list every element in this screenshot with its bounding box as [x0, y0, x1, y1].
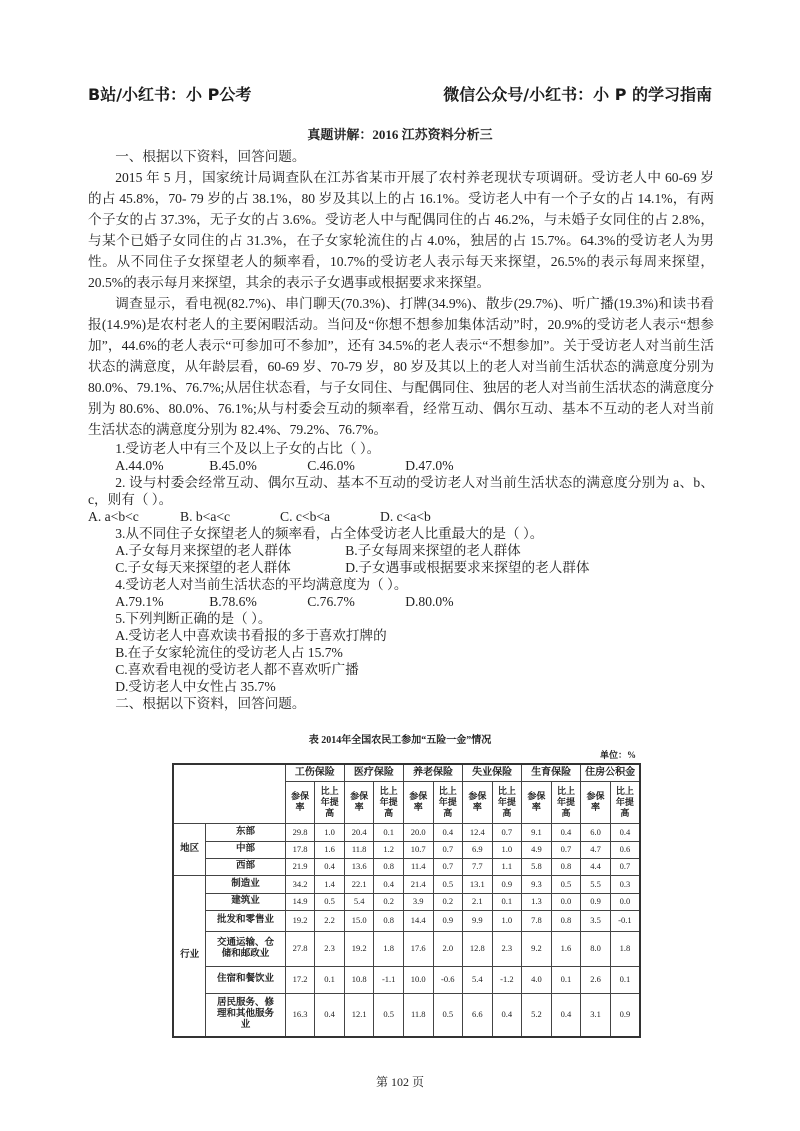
value-cell: 21.4 [403, 875, 433, 893]
value-cell: 20.0 [403, 823, 433, 841]
value-cell: -1.1 [374, 966, 404, 993]
option-a: A.受访老人中喜欢读书看报的多于喜欢打牌的 [115, 628, 387, 643]
value-cell: 0.4 [315, 858, 345, 875]
document-body [88, 146, 714, 712]
value-cell: 10.8 [344, 966, 374, 993]
value-cell: -0.1 [610, 910, 640, 931]
option-b: B.子女每周来探望的老人群体 [345, 543, 521, 558]
table-row [173, 966, 640, 993]
value-cell: 1.1 [492, 858, 522, 875]
value-cell: 0.9 [610, 993, 640, 1037]
question-1: 1.受访老人中有三个及以上子女的占比（ ）。 [115, 441, 381, 456]
value-cell: 14.4 [403, 910, 433, 931]
value-cell: 2.3 [492, 931, 522, 966]
value-cell: 0.7 [492, 823, 522, 841]
table-row [173, 931, 640, 966]
value-cell: 22.1 [344, 875, 374, 893]
value-cell: 1.0 [492, 910, 522, 931]
value-cell: 2.0 [433, 931, 463, 966]
value-cell: 1.8 [374, 931, 404, 966]
value-cell: -1.2 [492, 966, 522, 993]
value-cell: 0.3 [610, 875, 640, 893]
option-a: A.79.1% [115, 594, 164, 609]
value-cell: 11.4 [403, 858, 433, 875]
value-cell: 1.8 [610, 931, 640, 966]
group-header: 失业保险 [463, 764, 522, 781]
question-3: 3.从不同住子女探望老人的频率看，占全体受访老人比重最大的是（ ）。 [115, 526, 544, 541]
subheader: 参保率 [581, 781, 611, 823]
question-2: 2. 设与村委会经常互动、偶尔互动、基本不互动的受访老人对当前生活状态的满意度分别为 a、b、c，则有（ ）。 [88, 475, 714, 507]
value-cell: 1.4 [315, 875, 345, 893]
value-cell: 6.9 [463, 841, 493, 858]
value-cell: 0.6 [610, 841, 640, 858]
header-left: B站/小红书：小 P公考 [88, 85, 252, 104]
option-d: D.受访老人中女性占 35.7% [115, 679, 276, 694]
value-cell: 5.4 [463, 966, 493, 993]
row-label: 中部 [206, 841, 286, 858]
value-cell: 19.2 [285, 910, 315, 931]
value-cell: 6.0 [581, 823, 611, 841]
value-cell: 5.8 [522, 858, 552, 875]
section2-heading: 二、根据以下资料，回答问题。 [115, 696, 306, 711]
table-row [173, 993, 640, 1037]
value-cell: 1.3 [522, 893, 552, 910]
value-cell: 0.2 [433, 893, 463, 910]
option-c: C.喜欢看电视的受访老人都不喜欢听广播 [115, 662, 359, 677]
value-cell: 1.2 [374, 841, 404, 858]
value-cell: 0.0 [610, 893, 640, 910]
value-cell: 9.9 [463, 910, 493, 931]
row-label: 制造业 [206, 875, 286, 893]
value-cell: 13.6 [344, 858, 374, 875]
value-cell: 9.3 [522, 875, 552, 893]
value-cell: 0.5 [551, 875, 581, 893]
corner-cell [173, 764, 285, 823]
value-cell: 0.8 [374, 858, 404, 875]
section1-heading: 一、根据以下资料，回答问题。 [115, 149, 306, 164]
option-d: D.47.0% [405, 458, 454, 473]
value-cell: 0.9 [492, 875, 522, 893]
value-cell: 10.0 [403, 966, 433, 993]
value-cell: 4.7 [581, 841, 611, 858]
value-cell: 4.0 [522, 966, 552, 993]
group-header: 住房公积金 [581, 764, 640, 781]
value-cell: 3.5 [581, 910, 611, 931]
option-a: A. a<b<c [88, 509, 139, 524]
value-cell: 4.9 [522, 841, 552, 858]
value-cell: 0.8 [551, 858, 581, 875]
value-cell: 14.9 [285, 893, 315, 910]
header-row [173, 764, 640, 781]
option-c: C. c<b<a [280, 509, 331, 524]
value-cell: 0.4 [315, 993, 345, 1037]
group-header: 养老保险 [403, 764, 462, 781]
value-cell: 0.2 [374, 893, 404, 910]
subheader: 比上年提高 [610, 781, 640, 823]
value-cell: 2.2 [315, 910, 345, 931]
value-cell: 12.1 [344, 993, 374, 1037]
question-4-options [88, 593, 714, 610]
value-cell: 27.8 [285, 931, 315, 966]
value-cell: 3.1 [581, 993, 611, 1037]
value-cell: 19.2 [344, 931, 374, 966]
value-cell: 0.1 [551, 966, 581, 993]
group-header: 生育保险 [522, 764, 581, 781]
subheader: 参保率 [463, 781, 493, 823]
value-cell: 17.2 [285, 966, 315, 993]
section-label: 地区 [173, 823, 206, 875]
question-4: 4.受访老人对当前生活状态的平均满意度为（ ）。 [115, 577, 408, 592]
table-row [173, 875, 640, 893]
header-right: 微信公众号/小红书：小 P 的学习指南 [443, 85, 712, 104]
value-cell: -0.6 [433, 966, 463, 993]
value-cell: 17.6 [403, 931, 433, 966]
value-cell: 12.8 [463, 931, 493, 966]
option-b: B.45.0% [209, 458, 257, 473]
subheader: 比上年提高 [492, 781, 522, 823]
value-cell: 20.4 [344, 823, 374, 841]
value-cell: 4.4 [581, 858, 611, 875]
value-cell: 0.4 [551, 993, 581, 1037]
value-cell: 1.0 [492, 841, 522, 858]
option-b: B.在子女家轮流住的受访老人占 15.7% [115, 645, 343, 660]
value-cell: 0.7 [610, 858, 640, 875]
value-cell: 34.2 [285, 875, 315, 893]
value-cell: 0.9 [581, 893, 611, 910]
value-cell: 0.5 [433, 993, 463, 1037]
value-cell: 0.9 [433, 910, 463, 931]
option-d: D.子女遇事或根据要求来探望的老人群体 [345, 560, 590, 575]
page-number: 第 102 页 [375, 1075, 424, 1089]
paragraph-1: 2015 年 5 月，国家统计局调查队在江苏省某市开展了农村养老现状专项调研。受访老人中 60-69 岁的占 45.8%，70- 79 岁的占 38.1%，80 岁及其以上的占 16.1%。受访老人中有一个子女的占 14.1%，有两个子女的占 37.3%，无子女的占 3.6%。受访老人中与配偶同住的占 46.2%，与未婚子女同住的占 2.8%，与某个已婚子女同住的占 31.3%，在子女家轮流住的占 4.0%，独居的占 15.7%。64.3%的受访老人为男性。从不同住子女探望老人的频率看，10.7%的受访老人表示每天来探望，26.5%的表示每周来探望，20.5%的表示每月来探望，其余的表示子女遇事或根据要求来探望。 [88, 170, 714, 290]
value-cell: 17.8 [285, 841, 315, 858]
table-row [173, 858, 640, 875]
value-cell: 15.0 [344, 910, 374, 931]
value-cell: 0.7 [433, 841, 463, 858]
value-cell: 11.8 [344, 841, 374, 858]
value-cell: 0.1 [315, 966, 345, 993]
value-cell: 9.1 [522, 823, 552, 841]
option-d: D.80.0% [405, 594, 454, 609]
value-cell: 2.1 [463, 893, 493, 910]
value-cell: 2.3 [315, 931, 345, 966]
group-header: 医疗保险 [344, 764, 403, 781]
option-c: C.46.0% [307, 458, 355, 473]
value-cell: 6.6 [463, 993, 493, 1037]
value-cell: 0.1 [610, 966, 640, 993]
value-cell: 0.5 [374, 993, 404, 1037]
value-cell: 0.4 [374, 875, 404, 893]
table-row [173, 823, 640, 841]
value-cell: 12.4 [463, 823, 493, 841]
page-title: 真题讲解：2016 江苏资料分析三 [307, 127, 493, 142]
value-cell: 8.0 [581, 931, 611, 966]
value-cell: 10.7 [403, 841, 433, 858]
value-cell: 2.6 [581, 966, 611, 993]
question-5: 5.下列判断正确的是（ ）。 [115, 611, 272, 626]
value-cell: 0.1 [492, 893, 522, 910]
option-b: B.78.6% [209, 594, 257, 609]
paragraph-2: 调查显示，看电视(82.7%)、串门聊天(70.3%)、打牌(34.9%)、散步(29.7%)、听广播(19.3%)和读书看报(14.9%)是农村老人的主要闲暇活动。当问及“你想不想参加集体活动”时，20.9%的受访老人表示“想参加”，44.6%的老人表示“可参加可不参加”，还有 34.5%的老人表示“不想参加”。关于受访老人对当前生活状态的满意度，从年龄层看，60-69 岁、70-79 岁，80 岁及其以上的老人对当前生活状态的满意度分别为 80.0%、79.1%、76.7%;从居住状态看，与子女同住、与配偶同住、独居的老人对当前生活状态的满意度分别为 80.6%、80.0%、76.1%;从与村委会互动的频率看，经常互动、偶尔互动、基本不互动的老人对当前生活状态的满意度分别为 82.4%、79.2%、76.7%。 [88, 296, 714, 437]
value-cell: 13.1 [463, 875, 493, 893]
value-cell: 0.4 [433, 823, 463, 841]
table-caption: 表 2014年全国农民工参加“五险一金”情况 [308, 735, 492, 746]
table-unit: 单位：% [600, 750, 637, 760]
value-cell: 5.4 [344, 893, 374, 910]
subheader: 比上年提高 [374, 781, 404, 823]
value-cell: 0.7 [551, 841, 581, 858]
value-cell: 29.8 [285, 823, 315, 841]
table-row [173, 893, 640, 910]
value-cell: 0.7 [433, 858, 463, 875]
option-b: B. b<a<c [180, 509, 231, 524]
value-cell: 9.2 [522, 931, 552, 966]
option-c: C.子女每天来探望的老人群体 [115, 560, 291, 575]
value-cell: 0.8 [551, 910, 581, 931]
subheader: 参保率 [285, 781, 315, 823]
value-cell: 0.5 [315, 893, 345, 910]
value-cell: 0.1 [374, 823, 404, 841]
row-label: 住宿和餐饮业 [206, 966, 286, 993]
option-a: A.子女每月来探望的老人群体 [115, 543, 292, 558]
option-a: A.44.0% [115, 458, 164, 473]
row-label: 建筑业 [206, 893, 286, 910]
row-label: 批发和零售业 [206, 910, 286, 931]
value-cell: 1.6 [315, 841, 345, 858]
question-3-options-cd [88, 559, 714, 576]
table-row [173, 910, 640, 931]
value-cell: 3.9 [403, 893, 433, 910]
value-cell: 11.8 [403, 993, 433, 1037]
value-cell: 0.8 [374, 910, 404, 931]
question-2-options [88, 508, 714, 525]
group-header: 工伤保险 [285, 764, 344, 781]
subheader: 参保率 [522, 781, 552, 823]
value-cell: 7.8 [522, 910, 552, 931]
subheader: 比上年提高 [551, 781, 581, 823]
section-label: 行业 [173, 875, 206, 1037]
value-cell: 5.2 [522, 993, 552, 1037]
value-cell: 0.4 [492, 993, 522, 1037]
option-d: D. c<a<b [380, 509, 431, 524]
value-cell: 1.6 [551, 931, 581, 966]
question-1-options [88, 457, 714, 474]
value-cell: 1.0 [315, 823, 345, 841]
questions [88, 440, 714, 712]
row-label: 居民服务、修理和其他服务业 [206, 993, 286, 1037]
table-row [173, 841, 640, 858]
value-cell: 21.9 [285, 858, 315, 875]
option-c: C.76.7% [307, 594, 355, 609]
value-cell: 0.5 [433, 875, 463, 893]
row-label: 交通运输、仓储和邮政业 [206, 931, 286, 966]
value-cell: 0.0 [551, 893, 581, 910]
value-cell: 0.4 [610, 823, 640, 841]
question-3-options-ab [88, 542, 714, 559]
row-label: 东部 [206, 823, 286, 841]
value-cell: 0.4 [551, 823, 581, 841]
row-label: 西部 [206, 858, 286, 875]
subheader: 参保率 [344, 781, 374, 823]
value-cell: 7.7 [463, 858, 493, 875]
subheader: 比上年提高 [315, 781, 345, 823]
insurance-table [172, 763, 641, 1038]
subheader: 比上年提高 [433, 781, 463, 823]
value-cell: 16.3 [285, 993, 315, 1037]
value-cell: 5.5 [581, 875, 611, 893]
subheader: 参保率 [403, 781, 433, 823]
